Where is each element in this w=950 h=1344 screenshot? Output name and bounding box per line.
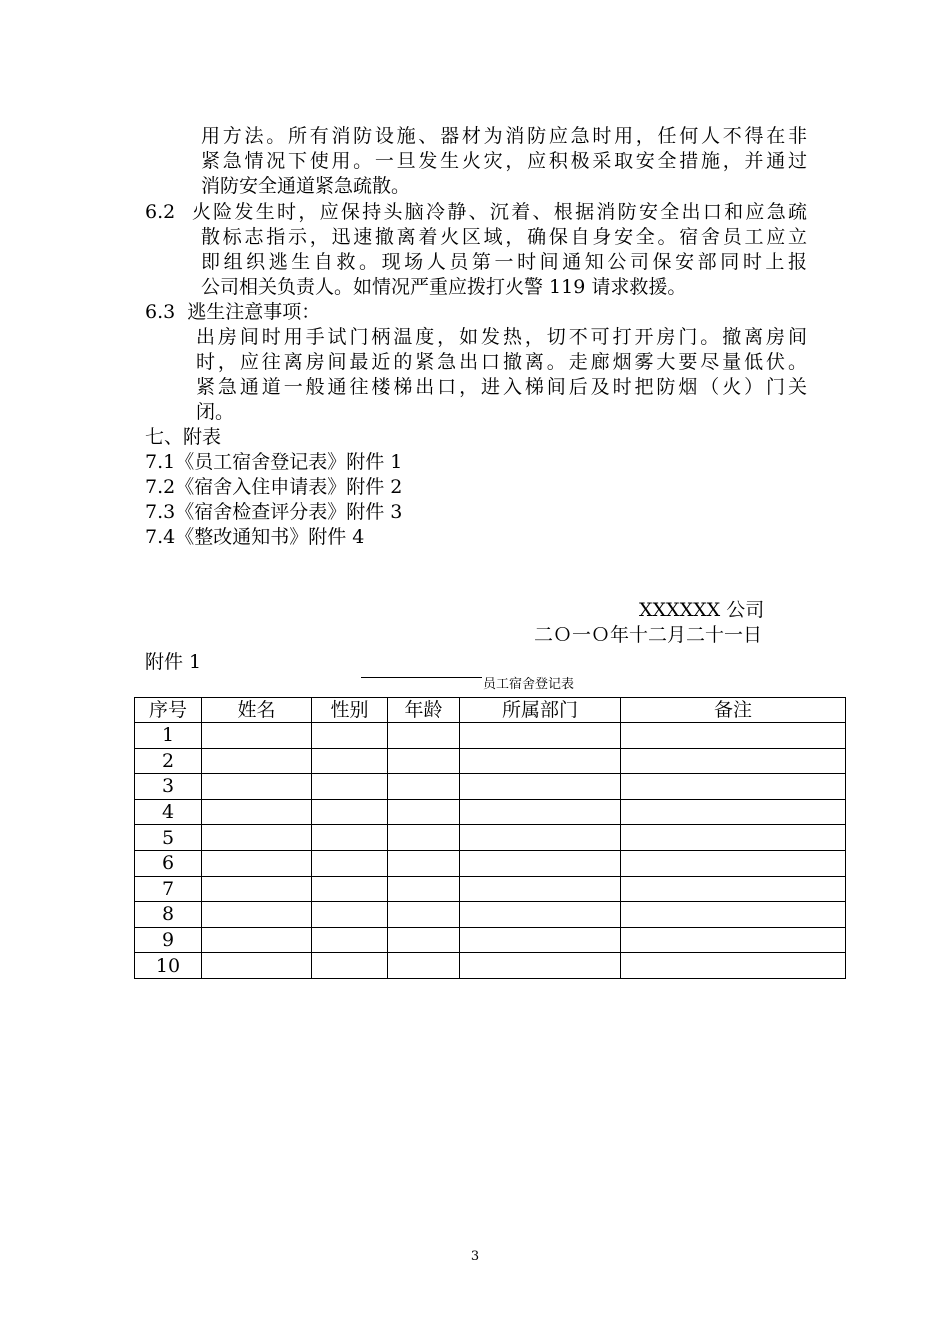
gender-cell [312,876,388,902]
header-gender: 性别 [312,698,388,723]
table-caption: 员工宿舍登记表 [483,677,575,692]
department-cell [460,723,621,749]
row-number: 1 [135,723,202,749]
name-cell [202,876,312,902]
department-cell [460,748,621,774]
row-number: 9 [135,927,202,953]
gender-cell [312,825,388,851]
row-number: 2 [135,748,202,774]
gender-cell [312,850,388,876]
row-number: 8 [135,902,202,928]
table-row [135,825,846,851]
table-row [135,927,846,953]
gender-cell [312,723,388,749]
title-blank-line [361,677,482,678]
appendix-item-7-3: 7.3《宿舍检查评分表》附件 3 [145,501,403,523]
body-line: 散标志指示，迅速撤离着火区域，确保自身安全。宿舍员工应立 [201,226,807,248]
department-cell [460,799,621,825]
remarks-cell [621,799,846,825]
age-cell [388,902,460,928]
gender-cell [312,902,388,928]
row-number: 7 [135,876,202,902]
remarks-cell [621,927,846,953]
name-cell [202,953,312,979]
row-number: 3 [135,774,202,800]
age-cell [388,748,460,774]
age-cell [388,799,460,825]
company-signature: XXXXXX 公司 [639,599,765,621]
department-cell [460,902,621,928]
table-row [135,953,846,979]
remarks-cell [621,876,846,902]
body-line: 用方法。所有消防设施、器材为消防应急时用，任何人不得在非 [201,125,807,147]
remarks-cell [621,748,846,774]
age-cell [388,927,460,953]
gender-cell [312,953,388,979]
remarks-cell [621,850,846,876]
gender-cell [312,927,388,953]
attachment-label: 附件 1 [145,651,202,673]
body-line: 紧急通道一般通往楼梯出口，进入梯间后及时把防烟（火）门关 [196,376,807,398]
page-number: 3 [470,1249,480,1264]
age-cell [388,774,460,800]
age-cell [388,723,460,749]
name-cell [202,799,312,825]
header-remarks: 备注 [621,698,846,723]
department-cell [460,850,621,876]
section-6-3-heading: 6.3 逃生注意事项： [145,301,321,323]
name-cell [202,927,312,953]
appendix-item-7-2: 7.2《宿舍入住申请表》附件 2 [145,476,403,498]
header-serial: 序号 [135,698,202,723]
header-age: 年龄 [388,698,460,723]
signature-date: 二Ｏ一Ｏ年十二月二十一日 [534,624,763,646]
remarks-cell [621,953,846,979]
body-line: 时，应往离房间最近的紧急出口撤离。走廊烟雾大要尽量低伏。 [196,351,807,373]
row-number: 5 [135,825,202,851]
name-cell [202,748,312,774]
remarks-cell [621,774,846,800]
appendix-item-7-4: 7.4《整改通知书》附件 4 [145,526,365,548]
age-cell [388,953,460,979]
department-cell [460,953,621,979]
appendix-item-7-1: 7.1《员工宿舍登记表》附件 1 [145,451,403,473]
gender-cell [312,748,388,774]
name-cell [202,723,312,749]
dormitory-register-table [134,697,846,979]
department-cell [460,876,621,902]
department-cell [460,825,621,851]
name-cell [202,774,312,800]
age-cell [388,876,460,902]
department-cell [460,774,621,800]
table-row [135,723,846,749]
body-line: 公司相关负责人。如情况严重应拨打火警 119 请求救援。 [201,276,687,298]
table-row [135,799,846,825]
table-row [135,748,846,774]
age-cell [388,850,460,876]
name-cell [202,825,312,851]
row-number: 6 [135,850,202,876]
body-line: 即组织逃生自救。现场人员第一时间通知公司保安部同时上报 [201,251,807,273]
name-cell [202,902,312,928]
header-name: 姓名 [202,698,312,723]
age-cell [388,825,460,851]
body-line: 紧急情况下使用。一旦发生火灾，应积极采取安全措施，并通过 [201,150,807,172]
department-cell [460,927,621,953]
gender-cell [312,774,388,800]
table-row [135,774,846,800]
table-row [135,876,846,902]
name-cell [202,850,312,876]
row-number: 4 [135,799,202,825]
body-line: 消防安全通道紧急疏散。 [201,175,411,197]
table-row [135,850,846,876]
table-row [135,902,846,928]
body-line: 出房间时用手试门柄温度，如发热，切不可打开房门。撤离房间 [196,326,807,348]
header-department: 所属部门 [460,698,621,723]
remarks-cell [621,902,846,928]
section-6-2-line: 6.2 火险发生时，应保持头脑冷静、沉着、根据消防安全出口和应急疏 [145,201,807,223]
remarks-cell [621,825,846,851]
gender-cell [312,799,388,825]
table-header-row [135,698,846,723]
section-7-heading: 七、附表 [145,426,222,448]
remarks-cell [621,723,846,749]
body-line: 闭。 [196,401,235,423]
row-number: 10 [135,953,202,979]
